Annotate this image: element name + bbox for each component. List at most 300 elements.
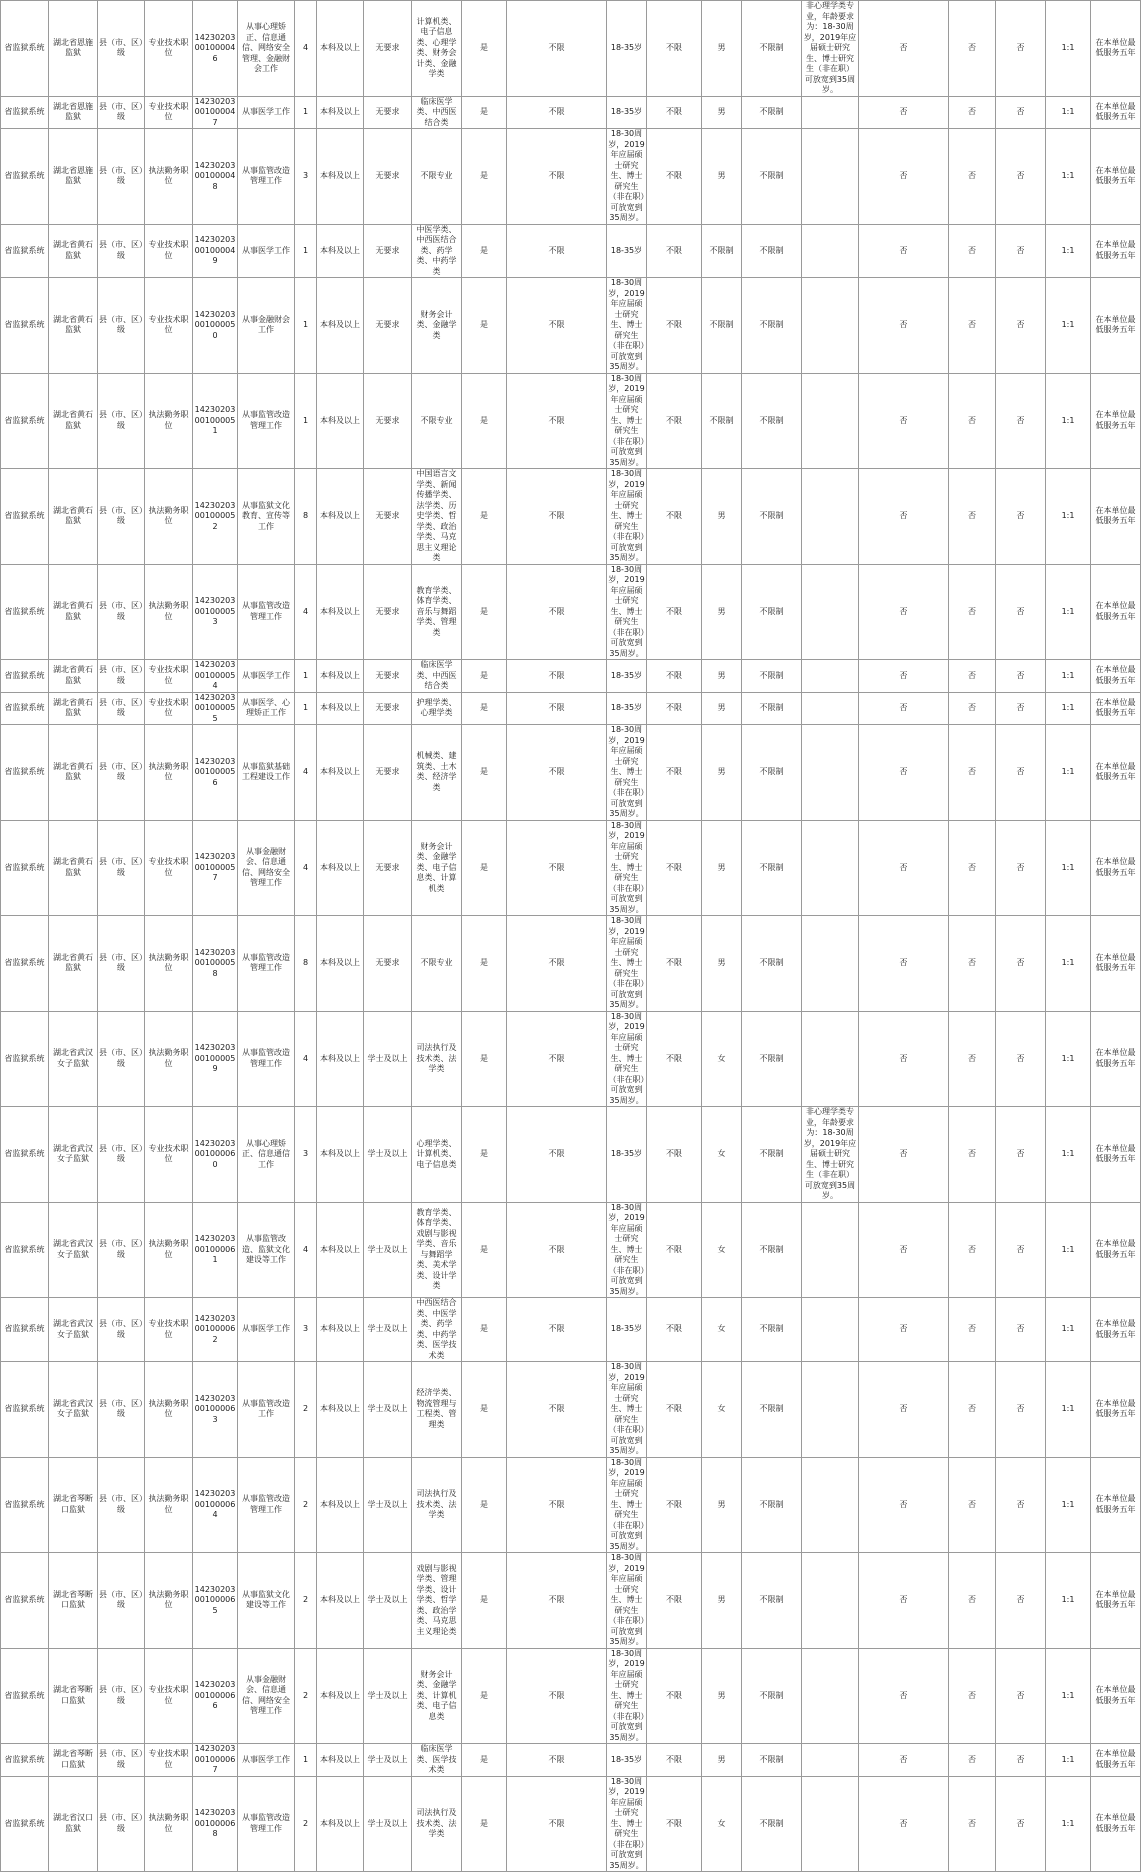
cell-cond-a: 否 (859, 278, 949, 374)
cell-age: 18-30周岁，2019年应届硕士研究生、博士研究生（非在职）可放宽到35周岁。 (608, 1362, 645, 1455)
cell-cond-a: 否 (859, 1457, 949, 1553)
cell-ethnicity: 不限 (647, 725, 702, 821)
table-row (1, 820, 1141, 916)
cell-duties: 从事医学工作 (238, 96, 295, 129)
cell-cond-c: 否 (996, 916, 1046, 1012)
cell-position-type: 执法勤务职位 (145, 373, 193, 469)
cell-notes (802, 469, 859, 565)
cell-cond-b: 否 (949, 660, 996, 693)
cell-cond-a: 否 (859, 1744, 949, 1777)
cell-degree: 无要求 (364, 820, 412, 916)
cell-work-years: 不限 (507, 1744, 607, 1777)
cell-gender: 男 (702, 660, 742, 693)
cell-ratio: 1:1 (1046, 129, 1091, 225)
cell-duties: 从事监狱基础工程建设工作 (238, 725, 295, 821)
cell-duties: 从事医学工作 (238, 660, 295, 693)
cell-service-limit: 不限制 (742, 1457, 802, 1553)
cell-position-code: 14230203001000053 (193, 564, 238, 660)
cell-education: 本科及以上 (317, 1744, 364, 1777)
cell-gender: 女 (702, 1776, 742, 1872)
cell-gender: 不限制 (702, 373, 742, 469)
cell-degree: 学士及以上 (364, 1298, 412, 1362)
cell-degree: 无要求 (364, 564, 412, 660)
cell-service-limit: 不限制 (742, 1298, 802, 1362)
cell-prison: 湖北省恩施监狱 (49, 129, 98, 225)
table-row (1, 1362, 1141, 1458)
cell-political: 是 (462, 1776, 507, 1872)
cell-work-years: 不限 (507, 224, 607, 278)
cell-notes (802, 660, 859, 693)
cell-ethnicity: 不限 (647, 278, 702, 374)
cell-position-code: 14230203001000066 (193, 1648, 238, 1744)
cell-cond-a: 否 (859, 820, 949, 916)
cell-count: 4 (295, 564, 317, 660)
cell-service-limit: 不限制 (742, 1011, 802, 1107)
cell-age: 18-35岁 (607, 660, 647, 693)
cell-service-term: 在本单位最低服务五年 (1091, 1202, 1141, 1298)
cell-cond-a: 否 (859, 96, 949, 129)
cell-ethnicity: 不限 (647, 1457, 702, 1553)
cell-position-type: 执法勤务职位 (145, 129, 193, 225)
cell-service-term: 在本单位最低服务五年 (1091, 725, 1141, 821)
cell-ratio: 1:1 (1046, 1362, 1091, 1458)
cell-education: 本科及以上 (317, 96, 364, 129)
cell-notes (802, 692, 859, 725)
cell-cond-a: 否 (859, 1648, 949, 1744)
cell-position-code: 14230203001000062 (193, 1298, 238, 1362)
cell-position-type: 执法勤务职位 (145, 1457, 193, 1553)
cell-political: 是 (462, 1553, 507, 1649)
cell-cond-b: 否 (949, 373, 996, 469)
cell-cond-a: 否 (859, 725, 949, 821)
cell-notes (802, 1553, 859, 1649)
cell-service-term: 在本单位最低服务五年 (1091, 692, 1141, 725)
cell-gender: 女 (702, 1107, 742, 1203)
cell-cond-c: 否 (996, 1457, 1046, 1553)
cell-service-term: 在本单位最低服务五年 (1091, 96, 1141, 129)
cell-count: 4 (295, 1202, 317, 1298)
table-row (1, 1457, 1141, 1553)
cell-cond-b: 否 (949, 1362, 996, 1458)
cell-major: 财务会计类、金融学类 (412, 278, 462, 374)
cell-position-code: 14230203001000055 (193, 692, 238, 725)
cell-education: 本科及以上 (317, 660, 364, 693)
cell-position-code: 14230203001000058 (193, 916, 238, 1012)
cell-work-years: 不限 (507, 96, 607, 129)
cell-position-type: 执法勤务职位 (145, 469, 193, 565)
cell-prison: 湖北省黄石监狱 (49, 660, 98, 693)
cell-gender: 男 (702, 469, 742, 565)
cell-age: 18-35岁 (607, 1107, 647, 1203)
cell-cond-c: 否 (996, 820, 1046, 916)
cell-work-years: 不限 (507, 564, 607, 660)
cell-political: 是 (462, 1202, 507, 1298)
cell-degree: 无要求 (364, 916, 412, 1012)
cell-notes (802, 564, 859, 660)
cell-service-limit: 不限制 (742, 564, 802, 660)
cell-cond-b: 否 (949, 1648, 996, 1744)
cell-major: 中国语言文学类、新闻传播学类、法学类、历史学类、哲学类、政治学类、马克思主义理论类 (412, 469, 462, 565)
cell-ethnicity: 不限 (647, 1, 702, 97)
cell-degree: 无要求 (364, 96, 412, 129)
cell-degree: 无要求 (364, 1, 412, 97)
cell-service-limit: 不限制 (742, 1, 802, 97)
cell-major: 教育学类、体育学类、戏剧与影视学类、音乐与舞蹈学类、美术学类、设计学类 (412, 1202, 462, 1298)
cell-political: 是 (462, 564, 507, 660)
cell-ethnicity: 不限 (647, 1362, 702, 1458)
cell-position-type: 专业技术职位 (145, 820, 193, 916)
cell-notes (802, 725, 859, 821)
cell-education: 本科及以上 (317, 1202, 364, 1298)
cell-political: 是 (462, 1648, 507, 1744)
cell-major: 临床医学类、中西医结合类 (412, 660, 462, 693)
cell-prison: 湖北省黄石监狱 (49, 564, 98, 660)
cell-level: 县（市、区）级 (98, 1744, 145, 1777)
cell-work-years: 不限 (507, 1648, 607, 1744)
cell-position-code: 14230203001000060 (193, 1107, 238, 1203)
cell-service-term: 在本单位最低服务五年 (1091, 1457, 1141, 1553)
cell-system: 省监狱系统 (1, 916, 49, 1012)
cell-major: 教育学类、体育学类、音乐与舞蹈学类、管理类 (412, 564, 462, 660)
cell-education: 本科及以上 (317, 725, 364, 821)
cell-count: 2 (295, 1553, 317, 1649)
cell-cond-a: 否 (859, 660, 949, 693)
cell-ratio: 1:1 (1046, 1648, 1091, 1744)
cell-duties: 从事医学工作 (238, 1744, 295, 1777)
cell-major: 中医学类、中西医结合类、药学类、中药学类 (412, 224, 462, 278)
cell-gender: 女 (702, 1362, 742, 1458)
cell-ethnicity: 不限 (647, 1298, 702, 1362)
cell-work-years: 不限 (507, 1776, 607, 1872)
cell-age: 18-30周岁，2019年应届硕士研究生、博士研究生（非在职）可放宽到35周岁。 (608, 129, 645, 222)
cell-major: 财务会计类、金融学类、计算机类、电子信息类 (412, 1648, 462, 1744)
cell-cond-c: 否 (996, 278, 1046, 374)
cell-level: 县（市、区）级 (98, 725, 145, 821)
cell-cond-a: 否 (859, 1011, 949, 1107)
cell-age: 18-30周岁，2019年应届硕士研究生、博士研究生（非在职）可放宽到35周岁。 (608, 1011, 645, 1105)
cell-age: 18-35岁 (607, 96, 647, 129)
table-row (1, 278, 1141, 374)
cell-duties: 从事医学、心理矫正工作 (238, 692, 295, 725)
cell-service-term: 在本单位最低服务五年 (1091, 1776, 1141, 1872)
cell-service-limit: 不限制 (742, 725, 802, 821)
table-row (1, 129, 1141, 225)
cell-work-years: 不限 (507, 1362, 607, 1458)
cell-cond-c: 否 (996, 1202, 1046, 1298)
cell-degree: 学士及以上 (364, 1362, 412, 1458)
cell-ethnicity: 不限 (647, 1744, 702, 1777)
table-row (1, 1107, 1141, 1203)
cell-count: 8 (295, 916, 317, 1012)
cell-duties: 从事心理矫正、信息通信工作 (238, 1107, 295, 1203)
cell-service-limit: 不限制 (742, 373, 802, 469)
table-row (1, 1648, 1141, 1744)
cell-system: 省监狱系统 (1, 1553, 49, 1649)
cell-position-type: 执法勤务职位 (145, 916, 193, 1012)
cell-service-term: 在本单位最低服务五年 (1091, 278, 1141, 374)
cell-notes (802, 1744, 859, 1777)
cell-education: 本科及以上 (317, 469, 364, 565)
cell-work-years: 不限 (507, 820, 607, 916)
cell-degree: 学士及以上 (364, 1457, 412, 1553)
cell-duties: 从事监管改造管理工作 (238, 373, 295, 469)
cell-political: 是 (462, 469, 507, 565)
cell-age: 18-35岁 (607, 1, 647, 97)
cell-gender: 男 (702, 692, 742, 725)
cell-degree: 无要求 (364, 469, 412, 565)
cell-system: 省监狱系统 (1, 1648, 49, 1744)
cell-duties: 从事医学工作 (238, 224, 295, 278)
cell-cond-a: 否 (859, 1202, 949, 1298)
cell-work-years: 不限 (507, 692, 607, 725)
cell-cond-a: 否 (859, 1776, 949, 1872)
cell-system: 省监狱系统 (1, 1457, 49, 1553)
cell-major: 司法执行及技术类、法学类 (412, 1457, 462, 1553)
cell-notes (802, 1202, 859, 1298)
cell-work-years: 不限 (507, 1298, 607, 1362)
cell-ratio: 1:1 (1046, 564, 1091, 660)
cell-level: 县（市、区）级 (98, 373, 145, 469)
cell-service-term: 在本单位最低服务五年 (1091, 1107, 1141, 1203)
cell-ratio: 1:1 (1046, 373, 1091, 469)
cell-duties: 从事监管改造管理工作 (238, 564, 295, 660)
cell-ratio: 1:1 (1046, 725, 1091, 821)
cell-service-limit: 不限制 (742, 1107, 802, 1203)
cell-count: 4 (295, 1011, 317, 1107)
cell-service-term: 在本单位最低服务五年 (1091, 1553, 1141, 1649)
cell-position-code: 14230203001000050 (193, 278, 238, 374)
cell-cond-b: 否 (949, 1, 996, 97)
cell-age: 18-30周岁，2019年应届硕士研究生、博士研究生（非在职）可放宽到35周岁。 (608, 373, 645, 467)
cell-system: 省监狱系统 (1, 1, 49, 97)
cell-political: 是 (462, 1362, 507, 1458)
cell-count: 1 (295, 1744, 317, 1777)
cell-position-code: 14230203001000061 (193, 1202, 238, 1298)
cell-count: 1 (295, 278, 317, 374)
table-row (1, 1744, 1141, 1777)
cell-major: 司法执行及技术类、法学类 (412, 1011, 462, 1107)
cell-duties: 从事监狱文化建设等工作 (238, 1553, 295, 1649)
cell-ethnicity: 不限 (647, 1648, 702, 1744)
cell-gender: 男 (702, 1, 742, 97)
cell-ethnicity: 不限 (647, 224, 702, 278)
cell-service-limit: 不限制 (742, 224, 802, 278)
cell-political: 是 (462, 224, 507, 278)
cell-cond-c: 否 (996, 1107, 1046, 1203)
cell-position-code: 14230203001000057 (193, 820, 238, 916)
cell-gender: 男 (702, 1648, 742, 1744)
cell-system: 省监狱系统 (1, 224, 49, 278)
cell-ratio: 1:1 (1046, 1202, 1091, 1298)
cell-work-years: 不限 (507, 469, 607, 565)
cell-system: 省监狱系统 (1, 96, 49, 129)
cell-system: 省监狱系统 (1, 820, 49, 916)
cell-political: 是 (462, 278, 507, 374)
cell-cond-c: 否 (996, 1362, 1046, 1458)
cell-notes (802, 1011, 859, 1107)
cell-major: 护理学类、心理学类 (412, 692, 462, 725)
cell-political: 是 (462, 692, 507, 725)
cell-political: 是 (462, 373, 507, 469)
cell-notes (802, 820, 859, 916)
cell-degree: 无要求 (364, 278, 412, 374)
cell-age: 18-35岁 (607, 224, 647, 278)
cell-education: 本科及以上 (317, 1, 364, 97)
cell-work-years: 不限 (507, 660, 607, 693)
cell-ratio: 1:1 (1046, 1776, 1091, 1872)
cell-ratio: 1:1 (1046, 1011, 1091, 1107)
cell-position-type: 执法勤务职位 (145, 725, 193, 821)
cell-service-term: 在本单位最低服务五年 (1091, 1744, 1141, 1777)
cell-ratio: 1:1 (1046, 820, 1091, 916)
cell-cond-c: 否 (996, 660, 1046, 693)
cell-system: 省监狱系统 (1, 1744, 49, 1777)
cell-ratio: 1:1 (1046, 1298, 1091, 1362)
cell-position-code: 14230203001000065 (193, 1553, 238, 1649)
cell-notes (802, 129, 859, 225)
cell-cond-b: 否 (949, 820, 996, 916)
cell-political: 是 (462, 129, 507, 225)
cell-notes: 非心理学类专业，年龄要求为：18-30周岁，2019年应届硕士研究生、博士研究生（非在职）可放宽到35周岁。 (802, 1107, 859, 1203)
cell-system: 省监狱系统 (1, 1362, 49, 1458)
table-row (1, 224, 1141, 278)
cell-major: 机械类、建筑类、土木类、经济学类 (412, 725, 462, 821)
cell-education: 本科及以上 (317, 1648, 364, 1744)
cell-degree: 无要求 (364, 692, 412, 725)
cell-duties: 从事心理矫正、信息通信、网络安全管理、金融财会工作 (238, 1, 295, 97)
cell-prison: 湖北省琴断口监狱 (49, 1457, 98, 1553)
cell-prison: 湖北省武汉女子监狱 (49, 1202, 98, 1298)
cell-system: 省监狱系统 (1, 1298, 49, 1362)
cell-degree: 学士及以上 (364, 1202, 412, 1298)
cell-level: 县（市、区）级 (98, 224, 145, 278)
cell-position-code: 14230203001000052 (193, 469, 238, 565)
cell-ethnicity: 不限 (647, 469, 702, 565)
cell-level: 县（市、区）级 (98, 1011, 145, 1107)
cell-service-term: 在本单位最低服务五年 (1091, 1, 1141, 97)
cell-duties: 从事金融财会、信息通信、网络安全管理工作 (238, 820, 295, 916)
cell-count: 2 (295, 1776, 317, 1872)
table-row (1, 469, 1141, 565)
cell-cond-c: 否 (996, 1648, 1046, 1744)
cell-major: 不限专业 (412, 129, 462, 225)
cell-cond-b: 否 (949, 1107, 996, 1203)
cell-system: 省监狱系统 (1, 564, 49, 660)
table-row (1, 1298, 1141, 1362)
cell-prison: 湖北省黄石监狱 (49, 820, 98, 916)
cell-prison: 湖北省汉口监狱 (49, 1776, 98, 1872)
cell-prison: 湖北省黄石监狱 (49, 725, 98, 821)
cell-ratio: 1:1 (1046, 278, 1091, 374)
cell-cond-c: 否 (996, 1744, 1046, 1777)
cell-prison: 湖北省黄石监狱 (49, 278, 98, 374)
cell-count: 2 (295, 1457, 317, 1553)
cell-education: 本科及以上 (317, 692, 364, 725)
cell-degree: 学士及以上 (364, 1011, 412, 1107)
cell-system: 省监狱系统 (1, 373, 49, 469)
cell-degree: 无要求 (364, 725, 412, 821)
cell-cond-b: 否 (949, 96, 996, 129)
cell-service-limit: 不限制 (742, 1648, 802, 1744)
cell-duties: 从事监管改造管理工作 (238, 1776, 295, 1872)
cell-position-type: 执法勤务职位 (145, 1553, 193, 1649)
cell-notes: 非心理学类专业，年龄要求为：18-30周岁，2019年应届硕士研究生、博士研究生（非在职）可放宽到35周岁。 (802, 1, 859, 97)
cell-gender: 女 (702, 1011, 742, 1107)
cell-age: 18-30周岁，2019年应届硕士研究生、博士研究生（非在职）可放宽到35周岁。 (608, 278, 645, 371)
cell-political: 是 (462, 916, 507, 1012)
table-row (1, 692, 1141, 725)
cell-notes (802, 373, 859, 469)
cell-service-term: 在本单位最低服务五年 (1091, 1298, 1141, 1362)
cell-degree: 无要求 (364, 224, 412, 278)
cell-service-limit: 不限制 (742, 1776, 802, 1872)
cell-count: 2 (295, 1362, 317, 1458)
cell-gender: 男 (702, 1744, 742, 1777)
cell-cond-a: 否 (859, 129, 949, 225)
cell-education: 本科及以上 (317, 916, 364, 1012)
cell-age: 18-30周岁，2019年应届硕士研究生、博士研究生（非在职）可放宽到35周岁。 (608, 564, 645, 658)
cell-ratio: 1:1 (1046, 692, 1091, 725)
cell-service-limit: 不限制 (742, 820, 802, 916)
cell-position-type: 执法勤务职位 (145, 1776, 193, 1872)
cell-education: 本科及以上 (317, 1362, 364, 1458)
cell-major: 临床医学类、医学技术类 (412, 1744, 462, 1777)
cell-notes (802, 278, 859, 374)
cell-age: 18-30周岁，2019年应届硕士研究生、博士研究生（非在职）可放宽到35周岁。 (608, 1457, 645, 1551)
cell-cond-c: 否 (996, 1298, 1046, 1362)
cell-political: 是 (462, 1, 507, 97)
cell-major: 心理学类、计算机类、电子信息类 (412, 1107, 462, 1203)
cell-gender: 女 (702, 1202, 742, 1298)
cell-position-code: 14230203001000068 (193, 1776, 238, 1872)
cell-age: 18-35岁 (607, 1298, 647, 1362)
cell-count: 8 (295, 469, 317, 565)
cell-count: 3 (295, 129, 317, 225)
cell-political: 是 (462, 1744, 507, 1777)
cell-count: 1 (295, 373, 317, 469)
cell-level: 县（市、区）级 (98, 1457, 145, 1553)
cell-count: 1 (295, 224, 317, 278)
cell-gender: 男 (702, 916, 742, 1012)
cell-position-code: 14230203001000048 (193, 129, 238, 225)
cell-position-type: 专业技术职位 (145, 692, 193, 725)
cell-gender: 不限制 (702, 278, 742, 374)
cell-service-term: 在本单位最低服务五年 (1091, 916, 1141, 1012)
cell-prison: 湖北省恩施监狱 (49, 96, 98, 129)
cell-level: 县（市、区）级 (98, 1776, 145, 1872)
cell-prison: 湖北省武汉女子监狱 (49, 1362, 98, 1458)
cell-cond-c: 否 (996, 692, 1046, 725)
cell-major: 经济学类、物流管理与工程类、管理类 (412, 1362, 462, 1458)
cell-position-code: 14230203001000059 (193, 1011, 238, 1107)
cell-ethnicity: 不限 (647, 373, 702, 469)
cell-cond-b: 否 (949, 1457, 996, 1553)
cell-cond-c: 否 (996, 129, 1046, 225)
cell-service-term: 在本单位最低服务五年 (1091, 1362, 1141, 1458)
cell-service-term: 在本单位最低服务五年 (1091, 1648, 1141, 1744)
cell-cond-a: 否 (859, 1107, 949, 1203)
cell-duties: 从事监狱文化教育、宣传等工作 (238, 469, 295, 565)
cell-work-years: 不限 (507, 725, 607, 821)
cell-duties: 从事监管改造管理工作 (238, 916, 295, 1012)
cell-ethnicity: 不限 (647, 916, 702, 1012)
cell-age: 18-30周岁，2019年应届硕士研究生、博士研究生（非在职）可放宽到35周岁。 (608, 1648, 645, 1742)
cell-notes (802, 1776, 859, 1872)
cell-position-type: 专业技术职位 (145, 96, 193, 129)
cell-position-code: 14230203001000054 (193, 660, 238, 693)
cell-service-limit: 不限制 (742, 660, 802, 693)
cell-service-limit: 不限制 (742, 129, 802, 225)
